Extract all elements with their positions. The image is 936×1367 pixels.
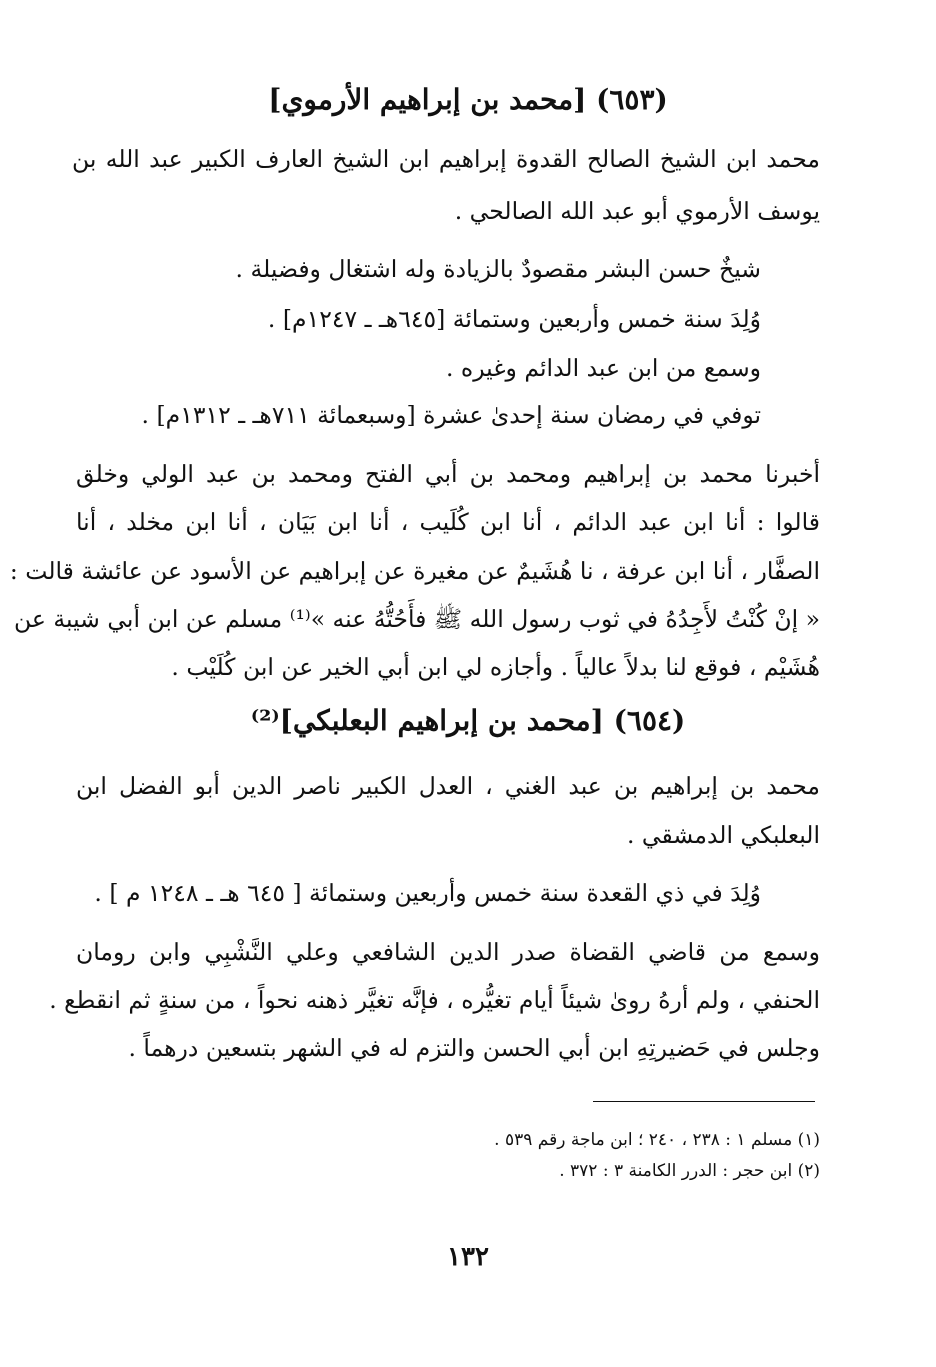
entry-654-line-6: وجلس في حَضيرتِهِ ابن أبي الحسن والتزم له في الشهر بتسعين درهماً . [128,1034,820,1062]
entry-653-line-11: هُشَيْم ، فوقع لنا بدلاً عالياً . وأجازه لي ابن أبي الخير عن ابن كُلَيْب . [171,653,820,681]
entry-653-line-4: وُلِدَ سنة خمس وأربعين وستمائة [٦٤٥هـ ـ ١٢٤٧م] . [267,305,761,333]
entry-653-line-2: يوسف الأرموي أبو عبد الله الصالحي . [454,197,820,225]
entry-654-line-3: وُلِدَ في ذي القعدة سنة خمس وأربعين وستمائة [ ٦٤٥ هـ ـ ١٢٤٨ م ] . [94,879,761,907]
entry-653-line-9: الصفَّار ، أنا ابن عرفة ، نا هُشَيمٌ عن مغيرة عن إبراهيم عن الأسود عن عائشة قالت : [9,557,820,585]
entry-653-line-6: توفي في رمضان سنة إحدىٰ عشرة [وسبعمائة ٧١١هـ ـ ١٣١٢م] . [141,401,761,429]
entry-653-line-3: شيخٌ حسن البشر مقصودٌ بالزيادة وله اشتغال وفضيلة . [235,255,761,283]
footnote-1: (١) مسلم ١ : ٢٣٨ ، ٢٤٠ ؛ ابن ماجة رقم ٥٣٩ . [494,1130,820,1150]
footnote-2: (٢) ابن حجر : الدرر الكامنة ٣ : ٣٧٢ . [559,1161,820,1181]
entry-653-line-5: وسمع من ابن عبد الدائم وغيره . [445,354,761,382]
entry-heading-654: (٦٥٤) [محمد بن إبراهيم البعلبكي]⁽²⁾ [250,704,686,737]
footnote-separator [593,1101,815,1102]
entry-654-line-5: الحنفي ، ولم أرهُ روىٰ شيئاً أيام تغيُّره ، فإنَّه تغيَّر ذهنه نحواً ، من سنةٍ ثم انقطع . [49,986,820,1014]
entry-653-line-7: أخبرنا محمد بن إبراهيم ومحمد بن أبي الفتح ومحمد بن عبد الولي وخلق [76,460,820,488]
entry-heading-653: (٦٥٣) [محمد بن إبراهيم الأرموي] [268,83,668,116]
entry-653-line-1: محمد ابن الشيخ الصالح القدوة إبراهيم ابن الشيخ العارف الكبير عبد الله بن [72,145,820,173]
entry-653-line-8: قالوا : أنا ابن عبد الدائم ، أنا ابن كُلَيب ، أنا ابن بَيَان ، أنا ابن مخلد ، أنا [76,508,820,536]
entry-653-line-10: « إنْ كُنْتُ لأَجِدُهُ في ثوب رسول الله ﷺ فأَحُتُّهُ عنه »⁽¹⁾ مسلم عن ابن أبي شيبة عن [14,605,820,633]
entry-654-line-2: البعلبكي الدمشقي . [626,821,820,849]
entry-654-line-1: محمد بن إبراهيم بن عبد الغني ، العدل الكبير ناصر الدين أبو الفضل ابن [76,772,820,800]
entry-654-line-4: وسمع من قاضي القضاة صدر الدين الشافعي وعلي النَّشْبِي وابن رومان [76,938,820,966]
page-number: ١٣٢ [447,1242,489,1272]
